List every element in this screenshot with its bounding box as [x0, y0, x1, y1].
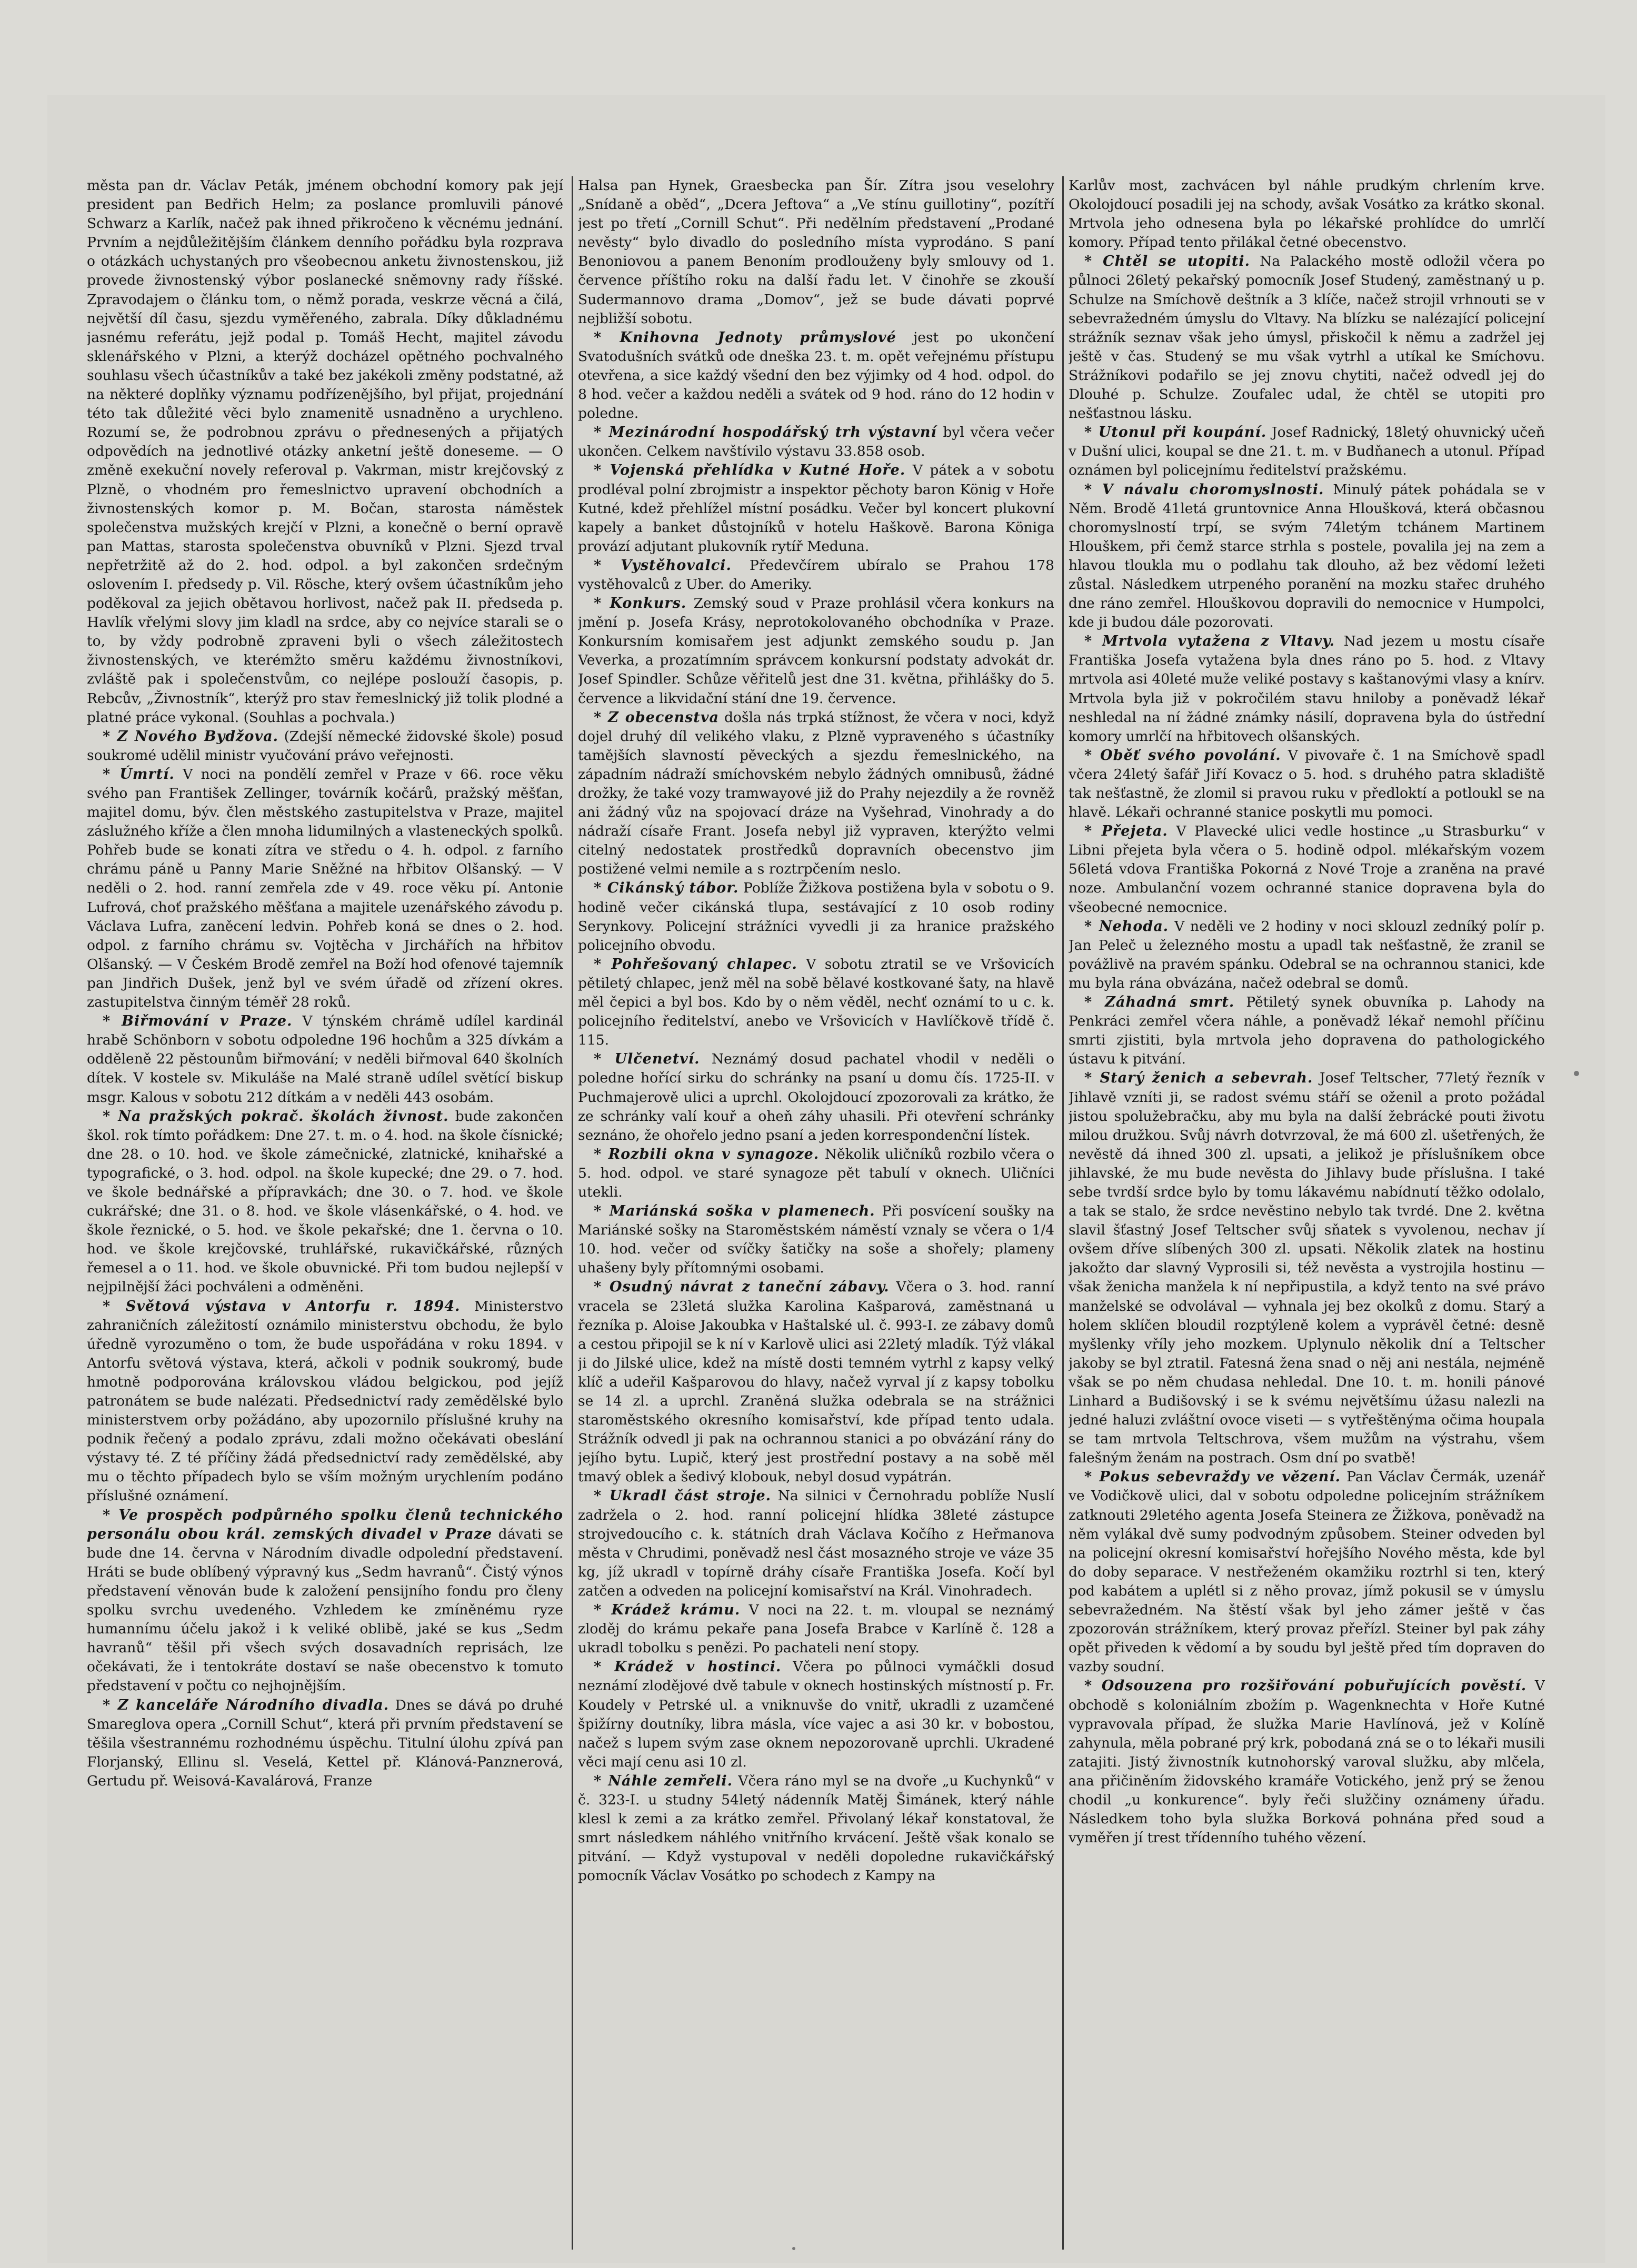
news-item [87, 1506, 563, 1696]
news-item-body: Josef Teltscher, 77letý řezník v Jihlavě vzníti ji, se radost svému stáří se oženil a proto požádal jistou spolužebračku, aby mu byla na další žebrácké pouti životu milou družkou. Svůj návrh dotvrzoval, že má 600 zl. ušetřených, že nevěstě dá ihned 300 zl. upsati, a jelikož je příslušníkem obce jihlavské, že mu bude nevěsta do Jihlavy bude příslušna. I také sebe tvrdší srdce bylo by tomu lákavému nabídnutí těžko odolalo, a tak se stalo, že srdce nevěstino nebylo tak tvrdé. Dne 2. května slavil šťastný Josef Teltscher svůj sňatek s vyvolenou, nechav jí ovšem dříve slíbených 300 zl. upsati. Několik zlatek na hostinu jakožto dar slavný Vyprosili si, též nevěsta a vystrojila hostinu — však ženicha manžela k ní nepřipustila, a když tento na své právo manželské se odvolával — vyhnala jej bez okolků z domu. Starý a holem sklíčen bloudil rozptýleně kolem a vyprávěl četné: desně myšlenky vříly jeho mozkem. Uplynulo několik dní a Teltscher jakoby se byl ztratil. Fatesná žena snad o něj ani nestála, nejméně však se po něm chudasa nehledal. Dne 10. t. m. honili pánové Linhard a Budišovský i se k svému největšímu úžasu nalezli na jedné haluzi zvláštní ovoce viseti — s vytřeštěnýma očima houpala se tam mrtvola Teltschrova, všem mužům na výstrahu, všem falešným ženám na postrach. Osm dní po svatbě! [1069, 1070, 1545, 1467]
news-item-body: Na silnici v Černohradu poblíže Nuslí zadržela o 2. hod. ranní policejní hlídka 38leté zástupce strojvedoucího c. k. státních drah Václava Kočího z Heřmanova města v Chrudimi, poněvadž nesl část mosazného stroje ve váze 35 kg, jíž ukradl v topírně dráhy císaře Františka Josefa. Kočí byl zatčen a odveden na policejní komisařství na Král. Vinohradech. [578, 1488, 1054, 1599]
news-item-headline: * Vojenská přehlídka v Kutné Hoře. [594, 462, 906, 479]
news-item-body: V pátek a v sobotu prodléval polní zbrojmistr a inspektor pěchoty baron König v Hoře Kutné, kdež přehlížel místní posádku. Večer byl koncert plukovní kapely a banket důstojníků v hotelu Haškově. Barona Königa provází adjutant plukovník rytíř Meduna. [578, 462, 1054, 555]
news-item-headline: * Pokus sebevraždy ve vězení. [1084, 1469, 1341, 1486]
news-item-headline: * Pohřešovaný chlapec. [594, 956, 797, 972]
news-item [87, 727, 563, 765]
news-item-headline: * Z kanceláře Národního divadla. [103, 1697, 390, 1713]
margin-speck [1574, 1071, 1579, 1076]
news-item-body: Na Palackého mostě odložil včera po půlnoci 26letý pekařský pomocník Josef Studený, zaměstnaný u p. Schulze na Smíchově deštník a 3 klíče, načež strojil vrhnouti se v sebevražedném úmyslu do Vltavy. Na blízku se nalézající policejní strážník seznav však jeho úmysl, přiskočil k němu a zadržel jej ještě v čas. Studený se mu však vytrhl a utíkal ke Smíchovu. Strážníkovi podařilo se jej znovu chytiti, načež odvedl jej do Dlouhé p. Schulze. Zoufalec udal, že chtěl se utopiti pro nešťastnou lásku. [1069, 253, 1545, 422]
news-item-body: Zemský soud v Praze prohlásil včera konkurs na jmění p. Josefa Krásy, neprotokolovaného obchodníka v Praze. Konkursním komisařem jest adjunkt zemského soudu p. Jan Veverka, a prozatímním správcem konkursní podstaty advokát dr. Josef Spindler. Schůze věřitelů jest dne 31. května, přihlášky do 5. července a likvidační stání dne 19. července. [578, 595, 1054, 707]
news-item-headline: * Cikánský tábor. [594, 880, 739, 897]
news-item-headline: * Mariánská soška v plamenech. [594, 1203, 875, 1220]
news-item-headline: * Náhle zemřeli. [594, 1772, 733, 1789]
news-item [578, 328, 1054, 423]
news-item [87, 765, 563, 1012]
news-item-body: jest po ukončení Svatodušních svátků ode dneška 23. t. m. opět veřejnému přístupu otevřena, a sice každý všední den bez výjimky od 4 hod. odpol. do 8 hod. večer a každou neděli a svátek od 9 hod. ráno do 12 hodin v poledne. [578, 329, 1054, 422]
continued-text [1069, 176, 1545, 252]
news-item-headline: * Knihovna Jednoty průmyslové [594, 329, 896, 346]
news-item [1069, 1468, 1545, 1677]
news-item [1069, 1069, 1545, 1468]
news-item-headline: * Konkurs. [594, 595, 687, 612]
news-item [578, 556, 1054, 594]
news-item [578, 1772, 1054, 1886]
news-item-headline: * Krádež krámu. [594, 1602, 741, 1619]
news-item-headline: * Ulčenetví. [594, 1051, 700, 1068]
news-item-body: byl včera večer ukončen. Celkem navštívilo výstavu 33.858 osob. [578, 424, 1054, 460]
column-rule [572, 176, 573, 2250]
news-item-headline: * Ukradl část stroje. [594, 1488, 772, 1504]
news-item [1069, 423, 1545, 480]
news-item-headline: * Starý ženich a sebevrah. [1084, 1070, 1313, 1087]
news-item-body: města pan dr. Václav Peták, jménem obchodní komory pak její president pan Bedřich Helm; za poslance promluvili pánové Schwarz a Karlík, načež pak ihned přikročeno k věcnému jednání. Prvním a nejdůležitějším článkem denního pořádku byla rozprava o otázkách uchystaných pro všeobecnou anketu živnostenskou, již provede živnostenský výbor poslanecké sněmovny rady říšské. Zpravodajem o článku tom, o němž porada, veskrze věcná a čilá, největší díl času, sjezdu vyměřeného, zabrala. Díky důkladnému jasnému referátu, jejž podal p. Tomáš Hecht, majitel závodu sklenářského v Plzni, a kterýž docházel opětného pochvalného souhlasu všech účastníkův a také bez jakékoli změny podstatné, až na některé doplňky významu podřízenějšího, byl přijat, projednání této tak důležité věci bylo znamenitě usnadněno a urychleno. Rozumí se, že podrobnou zprávu o přednesených a přijatých odpovědích na jednotlivé otázky anketní ještě doneseme. — O změně exekuční novely referoval p. Vakrman, mistr krejčovský z Plzně, o vhodném pro řemeslnictvo upravení obchodních a živnostenských komor p. M. Bočan, starosta náměstek společenstva mužských krejčí v Plzni, a konečně o berní opravě pan Mattas, starosta společenstva obuvníků v Plzni. Sjezd trval nepřetržitě až do 2. hod. odpol. a byl zakončen srdečným oslovením I. předsedy p. Vil. Rösche, který ovšem účastníkům jeho poděkoval za jejich obětavou horlivost, načež pak II. předseda p. Havlík vřelými slovy jim kladl na srdce, aby co nejvíce starali se o to, by vždy podrobně zpraveni byli o všech záležitostech živnostenských, ve kterémžto směru každému živnostníkovi, zvláště pak i společenstvům, co nejlépe poslouží časopis, p. Rebcův, „Živnostník“, kterýž pro stav řemeslnický již tolik plodné a platné práce vykonal. (Souhlas a pochvala.) [87, 177, 563, 726]
news-item-body: V noci na pondělí zemřel v Praze v 66. roce věku svého pan František Zellinger, továrník kočárů, pražský měšťan, majitel domu, býv. člen městského zastupitelstva v Praze, majitel záslužného kříže a člen mnoha lidumilných a vlasteneckých spolků. Pohřeb bude se konati zítra ve středu o 4. h. odpol. z farního chrámu páně u Panny Marie Sněžné na hřbitov Olšanský. — V neděli o 2. hod. ranní zemřela zde v 49. roce věku pí. Antonie Lufrová, choť pražského měšťana a majitele uzenářského závodu p. Václava Lufra, zaněcení ledvin. Pohřeb koná se dnes o 2. hod. odpol. z farního chrámu sv. Vojtěcha v Jirchářích na hřbitov Olšanský. — V Českém Brodě zemřel na Boží hod ofenové tajemník pan Jindřich Dušek, jenž byl ve svém úřadě od zřízení okres. zastupitelstva činným téměř 28 roků. [87, 766, 563, 1011]
news-item-body: V obchodě s koloniálním zbožím p. Wagenknechta v Hoře Kutné vypravovala případ, že služka Marie Havlínová, jež v Kolíně zahynula, měla pobrané prý krk, pobodaná zná se o to lékaři musili zatajiti. Jistý živnostník kutnohorský varoval služku, aby mlčela, ana přičiněním židovského kramáře Votického, jenž prý se ženou chodil „u konkurence“. byly řeči služčiny oznámeny úřadu. Následkem toho byla služka Borková pohnána před soud a vyměřen jí trest třídenního tuhého vězení. [1069, 1678, 1545, 1846]
news-item-body: Včera o 3. hod. ranní vracela se 23letá služka Karolina Kašparová, zaměstnaná u řezníka p. Aloise Jakoubka v Haštalské ul. č. 993-I. ze zábavy domů a cestou připojil se k ní v Karlově ulici asi 22letý mladík. Týž vlákal ji do Jilské ulice, kdež na místě dosti temném vytrhl z kapsy velký klíč a udeřil Kašparovou do hlavy, načež vyrval jí z kapsy tobolku se 14 zl. a uprchl. Zraněná služka odebrala se na strážnici staroměstského okresního komisařství, kde případ tento udala. Strážník odvedl ji pak na ochrannou stanici a po obvázání rány do jejího bytu. Lupič, který jest prostřední postavy a na sobě měl tmavý oblek a šedivý klobouk, nebyl dosud vypátrán. [578, 1279, 1054, 1486]
news-item [578, 1145, 1054, 1202]
news-item [578, 423, 1054, 461]
news-item-body: Předevčírem ubíralo se Prahou 178 vystěhovalců z Uber. do Ameriky. [578, 557, 1054, 593]
news-item [1069, 746, 1545, 822]
news-item-headline: * Přejeta. [1084, 823, 1168, 840]
news-item [578, 1050, 1054, 1145]
news-item [578, 955, 1054, 1050]
news-item [87, 1012, 563, 1107]
news-item [87, 1107, 563, 1297]
news-item-headline: * Utonul při koupání. [1084, 424, 1267, 441]
news-item-headline: * Osudný návrat z taneční zábavy. [594, 1279, 890, 1296]
news-item-headline: * V návalu choromyslnosti. [1084, 481, 1324, 498]
news-item-body: Neznámý dosud pachatel vhodil v neděli o poledne hořící sirku do schránky na psaní u domu čís. 1725-II. v Puchmajerově ulici a uprchl. Okolojdoucí zpozorovali za krátko, že ze schránky valí kouř a oheň záhy uhasili. Při otevření schránky seznáno, že ohořelo jedno psaní a jeden korrespondenční lístek. [578, 1051, 1054, 1143]
news-item-headline: * Záhadná smrt. [1084, 994, 1235, 1011]
news-item [578, 708, 1054, 879]
news-item-headline: * Nehoda. [1084, 918, 1169, 935]
column-1 [87, 176, 563, 2250]
news-item-body: Dnes se dává po druhé Smareglova opera „Cornill Schut“, která při prvním představení se těšila všestrannému rozhodnému úspěchu. Titulní úlohu zpívá pan Florjanský, Ellinu sl. Veselá, Kettel př. Klánová-Panznerová, Gertudu př. Weisová-Kavalárová, Franze [87, 1697, 563, 1789]
news-item-body: V pivovaře č. 1 na Smíchově spadl včera 24letý šafář Jiří Kovacz o 5. hod. s druhého patra skladiště tak nešťastně, že zlomil si pravou ruku v předloktí a potloukl se na hlavě. Lékaři ochranné stanice poskytli mu pomoci. [1069, 747, 1545, 821]
news-item [578, 594, 1054, 708]
news-item-headline: * Na pražských pokrač. školách živnost. [103, 1108, 449, 1125]
news-item-body: V Plavecké ulici vedle hostince „u Strasburku“ v Libni přejeta byla včera o 5. hodině odpol. mlékařským vozem 56letá vdova Františka Pokorná z Nové Troje a zraněna na pravé noze. Ambulanční vozem ochranné stanice dopravena byla do všeobecné nemocnice. [1069, 823, 1545, 916]
news-item-body: Minulý pátek pohádala se v Něm. Brodě 41letá gruntovnice Anna Hloušková, která občasnou choromyslností trpí, se svým 74letým tchánem Martinem Hlouškem, při čemž starce strhla s postele, povalila jej na zem a hlavou tloukla mu o podlahu tak dlouho, až bez vědomí ležeti zůstal. Následkem utrpeného poranění na mozku stařec druhého dne ráno zemřel. Hlouškovou dopravili do nemocnice v Humpolci, kde ji budou dále pozorovati. [1069, 481, 1545, 631]
news-item-body: Včera po půlnoci vymáčkli dosud neznámí zlodějové dvě tabule v oknech hostinských místností p. Fr. Koudely v Petrské ul. a vniknuvše do vnitř, ukradli z uzamčené špižírny doutníky, libra másla, více vajec a asi 30 kr. v bobostou, načež s lupem svým zase oknem nepozorovaně uprchli. Ukradené věci mají cenu asi 10 zl. [578, 1659, 1054, 1770]
news-item-body: Josef Radnický, 18letý ohuvnický učeň v Dušní ulici, koupal se dne 21. t. m. v Budňanech a utonul. Případ oznámen byl policejnímu ředitelství pražskému. [1069, 424, 1545, 479]
news-item [578, 1278, 1054, 1487]
news-item-headline: * Ve prospěch podpůrného spolku členů technického personálu obou král. zemských divadel v Praze [87, 1507, 563, 1542]
news-item [1069, 822, 1545, 917]
news-item-headline: * Z obecenstva [594, 709, 719, 726]
news-item-body: Několik uličníků rozbilo včera o 5. hod. odpol. ve staré synagoze pět tabulí v oknech. Uličníci utekli. [578, 1146, 1054, 1200]
news-item-body: Včera ráno myl se na dvoře „u Kuchynků“ v č. 323-I. u studny 54letý nádenník Matěj Šimánek, který náhle klesl k zemi a za krátko zemřel. Přivolaný lékař konstatoval, že smrt následkem náhlého vnitřního krvácení. Ještě však konalo se pitvání. — Když vystupoval v neděli dopoledne rukavičkářský pomocník Václav Vosátko po schodech z Kampy na [578, 1772, 1054, 1884]
continued-text [87, 176, 563, 727]
news-item-body: Pětiletý synek obuvníka p. Lahody na Penkráci zemřel včera náhle, a poněvadž lékař nemohl příčinu smrti zjistiti, byla mrtvola jeho dopravena do pathologického ústavu k pitvání. [1069, 994, 1545, 1068]
news-item [578, 1202, 1054, 1278]
news-item-headline: * Krádež v hostinci. [594, 1659, 782, 1675]
news-item-headline: * Mrtvola vytažena z Vltavy. [1084, 633, 1335, 650]
news-item [1069, 252, 1545, 423]
news-item [578, 461, 1054, 556]
news-item [1069, 993, 1545, 1069]
news-item-body: V noci na 22. t. m. vloupal se neznámý zloděj do krámu pekaře pana Josefa Brabce v Karlíně č. 128 a ukradl tobolku s penězi. Po pachateli není stopy. [578, 1602, 1054, 1657]
news-item-body: došla nás trpká stížnost, že včera v noci, když dojel druhý díl velikého vlaku, z Plzně vypraveného s účastníky tamějších slavností pěveckých a sjezdu řemeslnického, na západním nádraží smíchovském nebylo žádných omnibusů, žádné drožky, že také vozy tramwayové již do Prahy nejezdily a že rovněž ani žádný vůz na spojovací dráze na Vyšehrad, Vinohrady a do nádraží císaře Frant. Josefa nebyl již vypraven, kterýžto velmi citelný nedostatek prostředků dopravních obecenstvo jim postižené velmi nemile a s roztrpčením neslo. [578, 709, 1054, 878]
news-item-body: Karlův most, zachvácen byl náhle prudkým chrlením krve. Okolojdoucí posadili jej na schody, avšak Vosátko za krátko skonal. Mrtvola jeho odnesena byla po lékařské prohlídce do umrlčí komory. Případ tento přilákal četné obecenstvo. [1069, 177, 1545, 251]
column-rule [1062, 176, 1064, 2250]
column-3 [1069, 176, 1545, 2250]
news-item-body: Poblíže Žižkova postižena byla v sobotu o 9. hodině večer cikánská tlupa, sestávající z 10 osob rodiny Serynkovy. Policejní strážníci vyvedli ji za hranice pražského policejního obvodu. [578, 880, 1054, 954]
news-item-headline: * Úmrtí. [103, 766, 175, 782]
continued-text [578, 176, 1054, 328]
news-item-body: dávati se bude dne 14. června v Národním divadle odpolední představení. Hráti se bude oblíbený výpravný kus „Sedm havranů“. Čistý výnos představení věnován bude k založení pensijního fondu pro členy spolku svrchu uvedeného. Vzhledem ke zmíněnému ryze humannímu účelu jakož i k veliké oblibě, jaké se kus „Sedm havranů“ těšil při všech svých dosavadních reprisách, lze očekávati, že i tentokráte dostaví se naše obecenstvo k tomuto představení v počtu co nejhojnějším. [87, 1526, 563, 1694]
news-item-headline: * Z Nového Bydžova. [103, 728, 278, 745]
news-item [1069, 1677, 1545, 1848]
news-item [578, 1658, 1054, 1772]
news-item-body: V neděli ve 2 hodiny v noci sklouzl zedníký polír p. Jan Peleč u železného mostu a upadl tak nešťastně, že zranil se povážlivě na pravém spánku. Odebral se na ochrannou stanici, kde mu byla rána obvázána, načež odebral se domů. [1069, 918, 1545, 991]
news-item-headline: * Mezinárodní hospodářský trh výstavní [594, 424, 937, 441]
news-item [578, 879, 1054, 955]
news-item-body: bude zakončen škol. rok tímto pořádkem: Dne 27. t. m. o 4. hod. na škole čísnické; dne 28. o 10. hod. ve škole zámečnické, zlatnické, knihařské a typografické, o 3. hod. odpol. na škole kupecké; dne 29. o 7. hod. ve škole bednářské a přípravkách; dne 30. o 7. hod. ve škole cukrářské; dne 31. o 8. hod. ve škole vlásenkářské, o 4. hod. ve škole řeznické, o 5. hod. ve škole pekařské; dne 1. června o 10. hod. ve škole krejčovské, truhlářské, rukavičkářské, různých řemesel a o 11. hod. ve škole obuvnické. Při tom budou nejlepší v nejpilnější žáci pochváleni a odměněni. [87, 1108, 563, 1296]
news-item-headline: * Chtěl se utopiti. [1084, 253, 1251, 270]
news-item-body: Nad jezem u mostu císaře Františka Josefa vytažena byla dnes ráno po 5. hod. z Vltavy mrtvola asi 40leté muže veliké postavy s kaštanovými vlasy a knírv. Mrtvola byla již v pokročilém stavu hniloby a poněvadž lékař neshledal na ní žádné známky násilí, dopravena byla do ústřední komory umrlčí na hřbitovech olšanských. [1069, 633, 1545, 745]
news-item-body: Pan Václav Čermák, uzenář ve Vodičkově ulici, dal v sobotu odpoledne policejním strážníkem zatknouti 29letého agenta Josefa Steinera ze Žižkova, poněvadž na něm vylákal dvě sumy podvodným způsobem. Steiner odveden byl na policejní okresní komisařství hořejšího Nového města, kde byl do doby separace. V nestřeženém okamžiku roztrhl si ten, který pod kabátem a uplétl si z něho provaz, jímž pokusil se v úmyslu sebevražedném. Na štěstí však byl jeho zámer ještě v čas zpozorován strážníkem, který provaz přeřízl. Steiner byl pak záhy opět přiveden k vědomí a by soudu byl ještě před tím dopraven do vazby soudní. [1069, 1469, 1545, 1675]
news-item [87, 1297, 563, 1506]
news-item-headline: * Odsouzena pro rozšiřování pobuřujících pověstí. [1084, 1678, 1527, 1694]
news-item-body: V týnském chrámě udílel kardinál hrabě Schönborn v sobotu odpoledne 196 hochům a 325 dívkám a odděleně 22 pěstounům biřmování; v neděli biřmoval 640 školních dítek. V kostele sv. Mikuláše na Malé straně udílel světící biskup msgr. Kalous v sobotu 212 dítkám a v neděli 443 osobám. [87, 1013, 563, 1106]
news-item [1069, 632, 1545, 746]
news-item-body: (Zdejší německé židovské škole) posud soukromé udělil ministr vyučování právo veřejnosti. [87, 728, 563, 764]
news-item-body: V sobotu ztratil se ve Vršovicích pětiletý chlapec, jenž měl na sobě bělavé kostkované šaty, na hlavě měl čepici a byl bos. Kdo by o něm věděl, nechť oznámí to u c. k. policejního ředitelství, anebo ve Vršovicích v Havlíčkově třídě č. 115. [578, 956, 1054, 1049]
news-item [87, 1696, 563, 1791]
news-item-body: Halsa pan Hynek, Graesbecka pan Šír. Zítra jsou veselohry „Snídaně a oběd“, „Dcera Jeftova“ a „Ve stínu guillotiny“, pozítří jest po třetí „Cornill Schut“. Při nedělním představení „Prodané nevěsty“ bylo divadlo do posledního místa vyprodáno. S paní Benoniovou a panem Benoním prodlouženy byly smlouvy od 1. července příštího roku na další řadu let. V činohře se zkouší Sudermannovo drama „Domov“, jež se bude dávati poprvé nejbližší sobotu. [578, 177, 1054, 327]
news-item-headline: * Oběť svého povolání. [1084, 747, 1281, 764]
news-item [1069, 917, 1545, 993]
news-item [578, 1487, 1054, 1601]
news-item-body: Ministerstvo zahraničních záležitostí oznámilo ministerstvu obchodu, že bylo úředně vyrozuměno o tom, že bude uspořádána v roku 1894. v Antorfu světová výstava, která, ačkoli v podnik soukromý, bude hmotně podporována královskou vládou belgickou, pod jejíž patronátem se bude nalézati. Předsednictví rady zemědělské bylo ministerstvem orby požádáno, aby upozornilo příslušné kruhy na podnik řečený a podalo zprávu, zdali možno očekávati obeslání výstavy té. Z té příčiny žádá předsednictví rady zemědělské, aby mu o těchto případech bylo se vším možným urychlením podáno příslušné oznámení. [87, 1298, 563, 1504]
news-item-headline: * Světová výstava v Antorfu r. 1894. [103, 1298, 461, 1314]
news-item-body: Při posvícení soušky na Mariánské sošky na Staroměstském náměstí vznaly se včera o 1/4 10. hod. večer od svíčky šatičky na soše a shořely; plameny uhašeny byly přítomnými osobami. [578, 1203, 1054, 1277]
news-item-headline: * Rozbili okna v synagoze. [594, 1146, 820, 1162]
news-item-headline: * Vystěhovalci. [594, 557, 732, 574]
column-2 [578, 176, 1054, 2250]
news-item [1069, 480, 1545, 633]
news-item [578, 1601, 1054, 1658]
news-item-headline: * Biřmování v Praze. [103, 1013, 293, 1030]
